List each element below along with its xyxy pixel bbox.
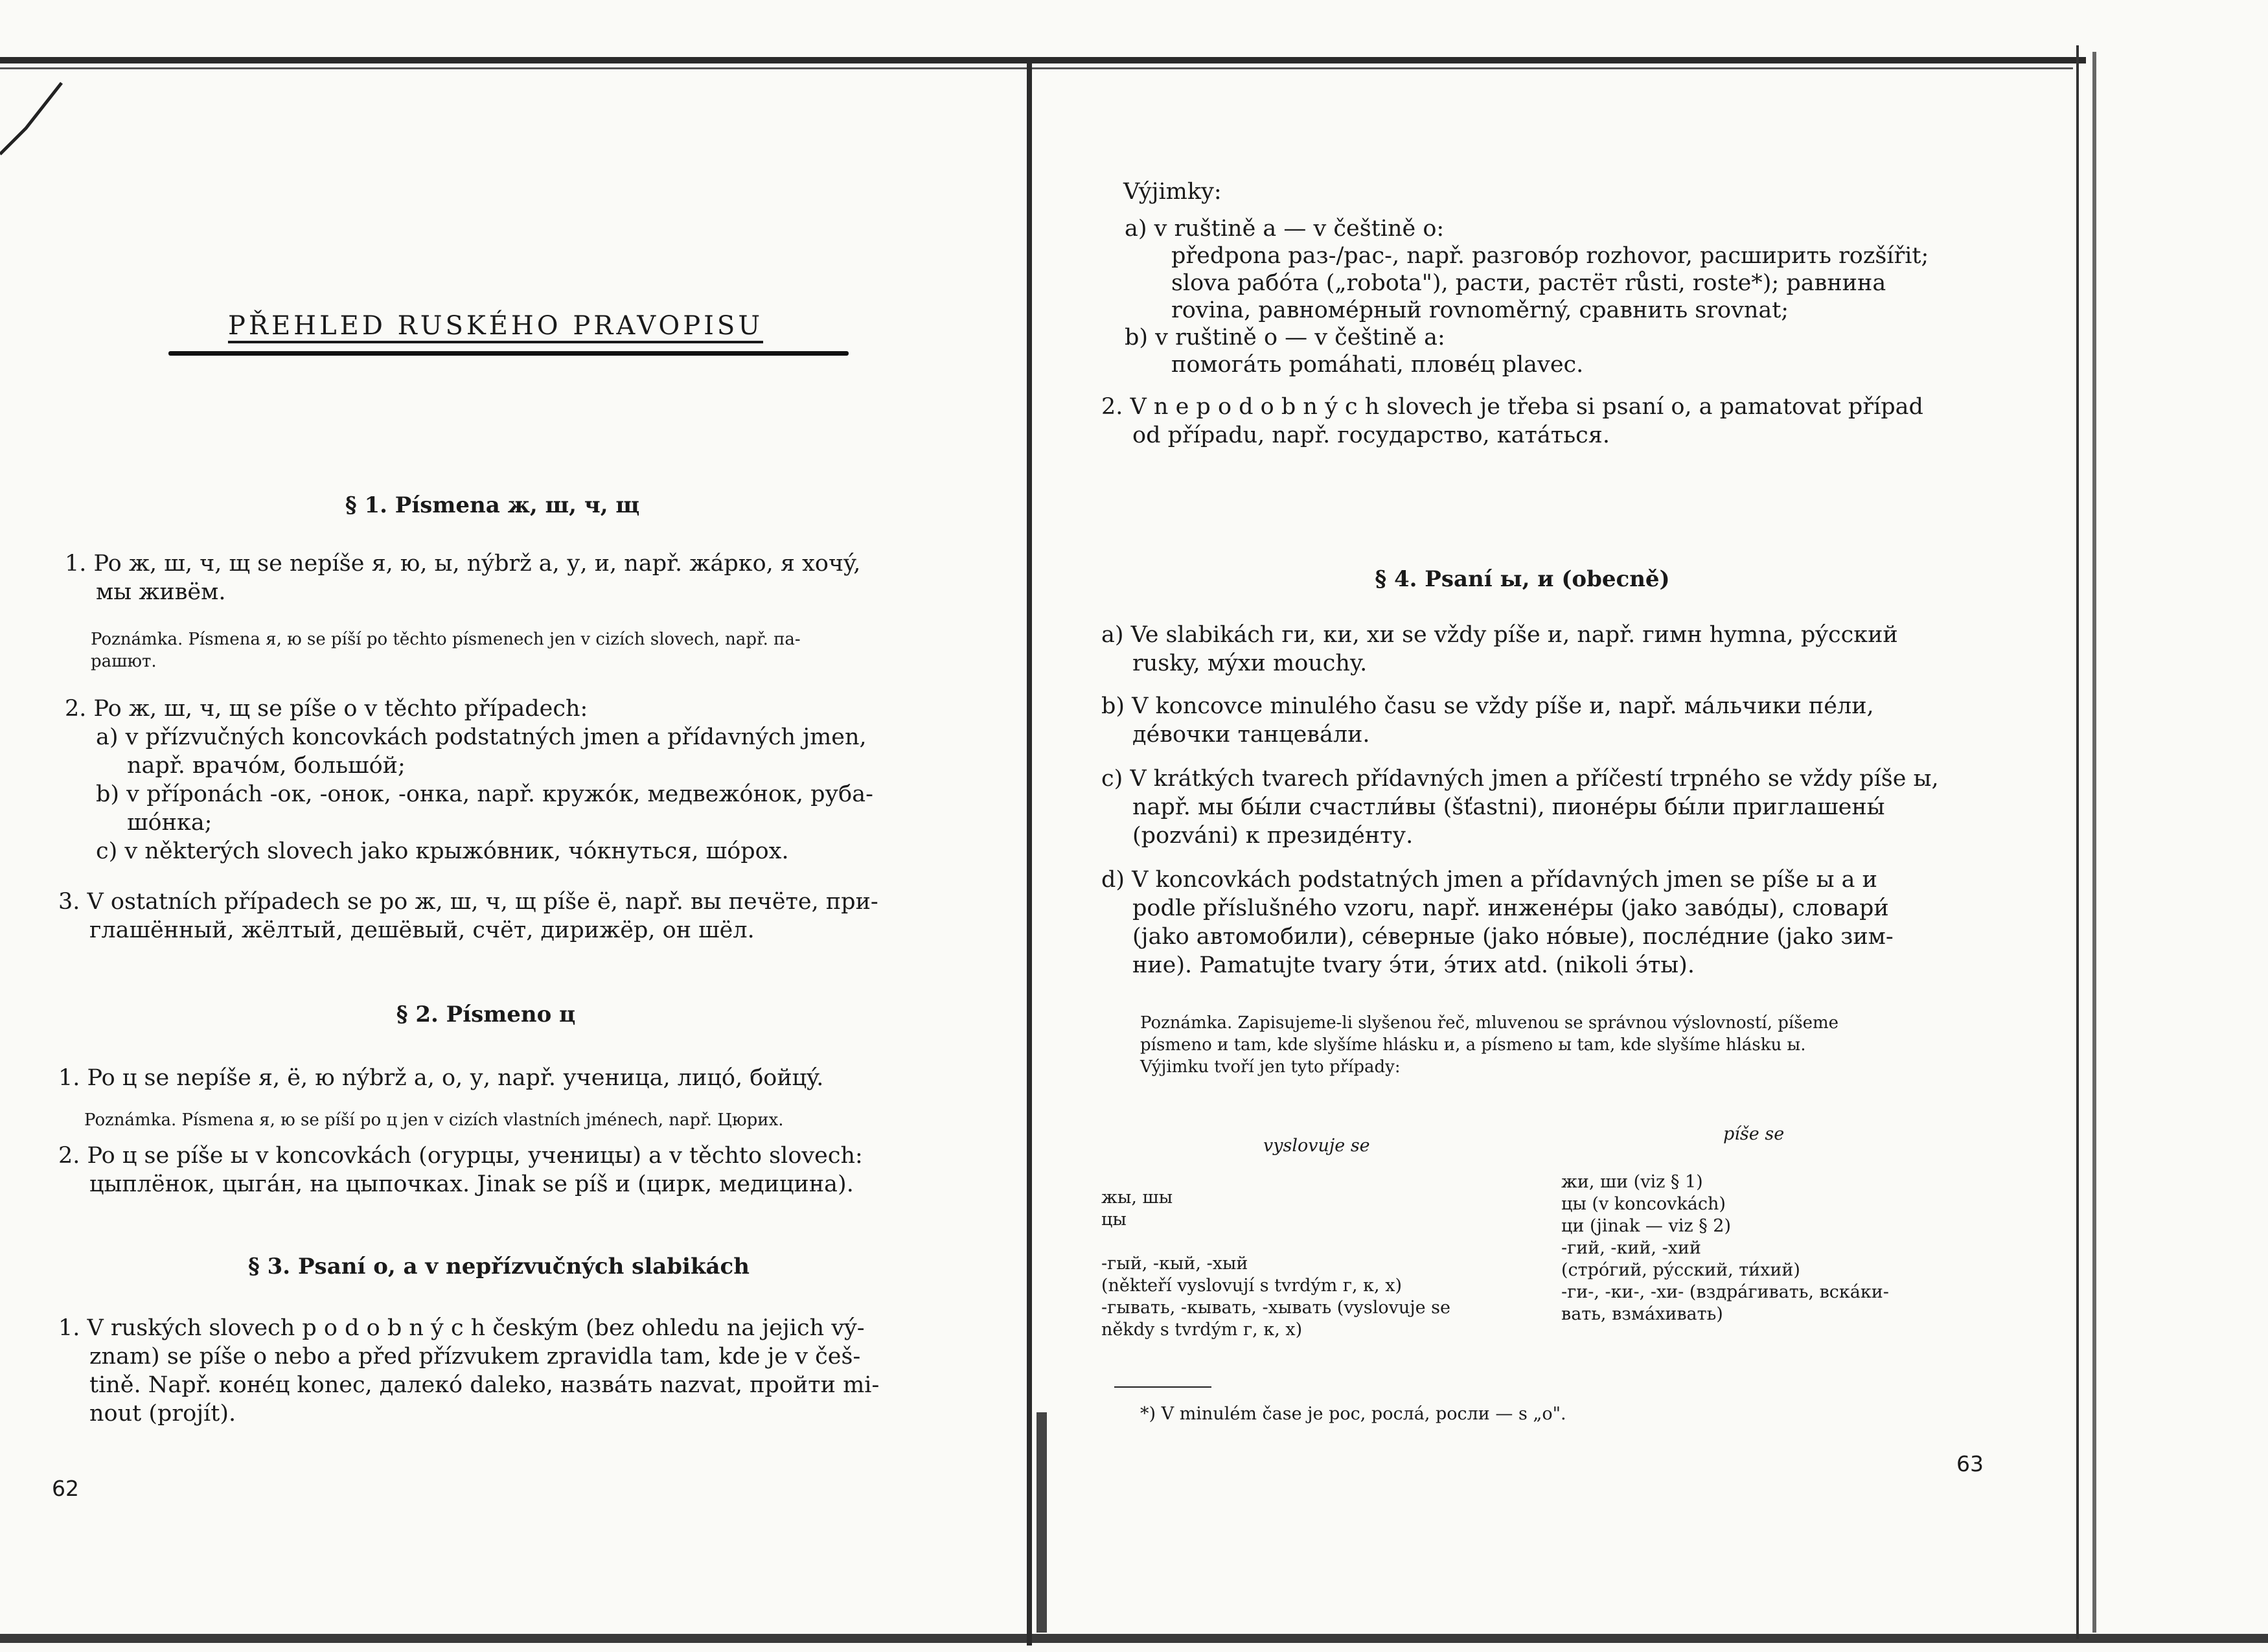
pron-row-4: -гый, -кый, -хый — [1101, 1254, 1248, 1274]
s1-note-line-2: рашют. — [91, 652, 157, 671]
exceptions-line-5: b) v ruštině o — v češtině a: — [1125, 325, 1445, 350]
s2-note: Poznámka. Písmena я, ю se píší po ц jen v cizích vlastních jménech, např. Цюрих. — [84, 1110, 784, 1130]
footnote: *) V minulém čase je рос, рослá, росли — s „o". — [1140, 1404, 1566, 1424]
s2-item-2-line-2: цыплёнок, цыгáн, на цыпочках. Jinak se píš и (цирк, медицина). — [89, 1171, 854, 1197]
s4-note-line-3: Výjimku tvoří jen tyto případy: — [1140, 1057, 1401, 1077]
pron-row-6: -гывать, -кывать, -хывать (vyslovuje se — [1101, 1298, 1450, 1318]
s4-d-line-2: podle příslušného vzoru, např. инженéры (jako завóды), словари́ — [1132, 895, 1889, 921]
page-title: PŘEHLED RUSKÉHO PRAVOPISU — [227, 311, 764, 341]
s1-note — [91, 628, 933, 672]
writ-row-1: жи, ши (viz § 1) — [1561, 1172, 1703, 1192]
table-header-pronounced: vyslovuje se — [1263, 1136, 1370, 1156]
exceptions-line-1: a) v ruštině a — v češtině o: — [1125, 216, 1445, 242]
s1-item-2-line-5: шóнка; — [127, 810, 212, 836]
writ-row-6: -ги-, -ки-, -хи- (вздрáгивать, вскáки- — [1561, 1282, 1889, 1302]
s1-item-2-line-2: a) v přízvučných koncovkách podstatných jmen a přídavných jmen, — [96, 724, 867, 750]
section-4-heading: § 4. Psaní ы, и (obecně) — [1375, 566, 1670, 592]
writ-row-3: ци (jinak — viz § 2) — [1561, 1216, 1731, 1236]
exceptions-heading: Výjimky: — [1123, 179, 1222, 205]
item-2-line-2: od případu, např. государство, катáться. — [1132, 422, 1610, 448]
section-1-heading: § 1. Písmena ж, ш, ч, щ — [345, 492, 640, 518]
s4-note — [1140, 1012, 1995, 1078]
s2-item-1: 1. Po ц se nepíše я, ё, ю nýbrž а, о, у, např. ученица, лицó, бойцý. — [58, 1065, 824, 1091]
exceptions-line-6: помогáть pomáhati, пловéц plavec. — [1171, 352, 1584, 378]
section-2-heading: § 2. Písmeno ц — [396, 1002, 576, 1027]
s3-item-1 — [58, 1314, 939, 1428]
s4-a-line-2: rusky, мýхи mouchy. — [1132, 650, 1368, 676]
pron-row-2: цы — [1101, 1210, 1127, 1230]
s4-b-line-1: b) V koncovce minulého času se vždy píše и, např. мáльчики пéли, — [1101, 693, 1874, 719]
item-2-nepodobnych — [1101, 393, 1989, 450]
s4-b-line-2: дéвочки танцевáли. — [1132, 722, 1370, 748]
s2-item-2 — [58, 1141, 939, 1199]
s3-item-1-line-2: znam) se píše o nebo a před přízvukem zpravidla tam, kde je v češ- — [89, 1344, 861, 1370]
s1-item-2-line-4: b) v příponách -ок, -онок, -онка, např. кружóк, медвежóнок, руба- — [96, 781, 873, 807]
s1-item-2-line-6: c) v některých slovech jako крыжóвник, чóкнуться, шóрох. — [96, 838, 789, 864]
pron-row-3 — [1101, 1231, 1548, 1253]
table-col-pronounced — [1101, 1187, 1548, 1341]
s4-note-line-1: Poznámka. Zapisujeme-li slyšenou řeč, mluvenou se správnou výslovností, píšeme — [1140, 1013, 1838, 1033]
exceptions-line-3: slova рабóта („robota"), расти, растёт růsti, roste*); равнина — [1171, 270, 1886, 296]
page-right-edge — [2076, 45, 2079, 1639]
page-corner-fold — [0, 70, 65, 161]
book-spine — [1027, 58, 1032, 1646]
s4-item-c — [1101, 764, 1989, 850]
s1-note-line-1: Poznámka. Písmena я, ю se píší po těchto písmenech jen v cizích slovech, např. па- — [91, 630, 801, 649]
writ-row-4: -гий, -кий, -хий — [1561, 1238, 1701, 1258]
title-underline — [168, 351, 849, 356]
s1-item-1 — [65, 549, 939, 606]
writ-row-2: цы (v koncovkách) — [1561, 1194, 1726, 1214]
s4-a-line-1: a) Ve slabikách ги, ки, хи se vždy píše и, např. гимн hymna, рýсский — [1101, 622, 1898, 648]
s4-item-d — [1101, 866, 1989, 980]
page-number-left: 62 — [52, 1476, 79, 1501]
s4-d-line-4: ние). Pamatujte tvary э́ти, э́тих atd. (nikoli э́ты). — [1132, 952, 1695, 978]
s1-item-3-line-1: 3. V ostatních případech se po ж, ш, ч, щ píše ё, např. вы печёте, при- — [58, 889, 878, 915]
writ-row-7: вать, взмáхивать) — [1561, 1304, 1723, 1324]
s1-item-3 — [58, 888, 939, 945]
s1-item-1-line-2: мы живём. — [96, 579, 226, 605]
s4-d-line-3: (jako автомобили), сéверные (jako нóвые), послéдние (jako зим- — [1132, 924, 1894, 950]
table-header-written: píše se — [1723, 1124, 1785, 1144]
s1-item-2 — [65, 694, 939, 866]
exceptions-list — [1125, 215, 1986, 378]
s4-note-line-2: písmeno и tam, kde slyšíme hlásku и, a písmeno ы tam, kde slyšíme hlásku ы. — [1140, 1035, 1806, 1055]
s3-item-1-line-1: 1. V ruských slovech p o d o b n ý c h českým (bez ohledu na jejich vý- — [58, 1315, 865, 1341]
pron-row-7: někdy s tvrdým г, к, х) — [1101, 1320, 1303, 1340]
s4-item-a — [1101, 621, 1989, 678]
s4-c-line-3: (pozváni) к президéнту. — [1132, 823, 1414, 849]
s1-item-2-line-3: např. врачóм, большóй; — [127, 753, 406, 779]
table-col-written — [1561, 1171, 1989, 1325]
writ-row-5: (стрóгий, рýсский, ти́хий) — [1561, 1260, 1800, 1280]
s3-item-1-line-3: tině. Např. конéц konec, далекó daleko, назвáть nazvat, пройти mi- — [89, 1372, 880, 1398]
s1-item-1-line-1: 1. Po ж, ш, ч, щ se nepíše я, ю, ы, nýbrž a, у, и, např. жáрко, я хочý, — [65, 551, 861, 577]
s2-item-2-line-1: 2. Po ц se píše ы v koncovkách (огурцы, ученицы) a v těchto slovech: — [58, 1143, 863, 1169]
item-2-line-1: 2. V n e p o d o b n ý c h slovech je třeba si psaní o, a pamatovat případ — [1101, 394, 1923, 420]
left-page — [52, 0, 939, 1652]
s4-d-line-1: d) V koncovkách podstatných jmen a přídavných jmen se píše ы a и — [1101, 867, 1877, 893]
s4-c-line-1: c) V krátkých tvarech přídavných jmen a příčestí trpného se vždy píše ы, — [1101, 766, 1939, 792]
book-spine-shadow — [1037, 1412, 1047, 1633]
pron-row-5: (někteří vyslovují s tvrdým г, к, х) — [1101, 1276, 1402, 1296]
page-number-right: 63 — [1956, 1451, 1984, 1476]
pron-row-1: жы, шы — [1101, 1187, 1173, 1208]
footnote-rule — [1114, 1386, 1211, 1388]
exceptions-line-4: rovina, равномéрный rovnoměrný, сравнить srovnat; — [1171, 297, 1789, 323]
right-page — [1101, 0, 1989, 1652]
s4-item-b — [1101, 692, 1989, 749]
section-3-heading: § 3. Psaní o, a v nepřízvučných slabikách — [248, 1254, 750, 1279]
page-right-edge-shadow — [2092, 52, 2096, 1633]
s4-c-line-2: např. мы бы́ли счастли́вы (šťastni), пионéры бы́ли приглашены́ — [1132, 794, 1885, 820]
s1-item-2-line-1: 2. Po ж, ш, ч, щ se píše o v těchto případech: — [65, 696, 588, 722]
s1-item-3-line-2: глашённый, жёлтый, дешёвый, счёт, дирижёр, он шёл. — [89, 917, 755, 943]
s3-item-1-line-4: nout (projít). — [89, 1401, 236, 1427]
exceptions-line-2: předpona раз-/рас-, např. разговóр rozhovor, расширить rozšířit; — [1171, 243, 1929, 269]
